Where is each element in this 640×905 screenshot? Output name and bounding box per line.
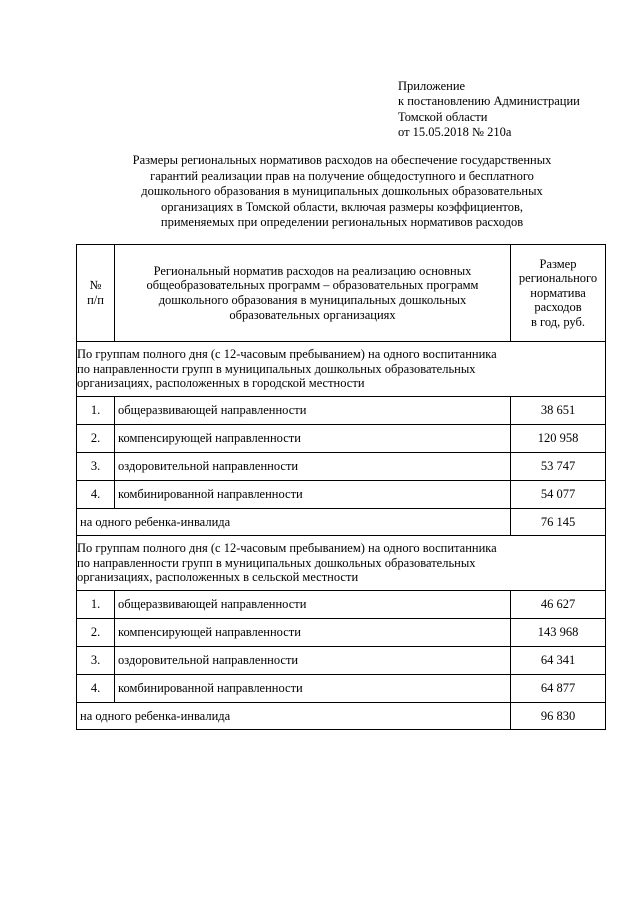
row-value: 64 877 — [511, 675, 606, 703]
table-row — [77, 647, 606, 675]
row-num: 1. — [77, 591, 115, 619]
table-row — [77, 481, 606, 509]
appendix-line: к постановлению Администрации — [398, 94, 580, 109]
row-name: комбинированной направленности — [115, 481, 511, 509]
appendix-block — [398, 79, 634, 141]
title-line: Размеры региональных нормативов расходов на обеспечение государственных — [132, 153, 552, 167]
row-num: 4. — [77, 675, 115, 703]
header-size — [511, 245, 606, 342]
title-line: организациях в Томской области, включая размеры коэффициентов, — [161, 199, 523, 214]
row-num: 3. — [77, 647, 115, 675]
row-name: общеразвивающей направленности — [115, 397, 511, 425]
header-name-line: Региональный норматив расходов на реализацию основных — [153, 263, 472, 278]
table-row — [77, 425, 606, 453]
table-row — [77, 619, 606, 647]
total-row — [77, 509, 606, 536]
row-name: оздоровительной направленности — [115, 647, 511, 675]
total-row — [77, 703, 606, 730]
header-name-line: образовательных организациях — [229, 307, 396, 322]
header-num — [77, 245, 115, 342]
section-heading-line: По группам полного дня (с 12-часовым пребыванием) на одного воспитанника — [77, 541, 497, 556]
header-name — [115, 245, 511, 342]
header-size-line: регионального — [518, 271, 598, 286]
row-value: 53 747 — [511, 453, 606, 481]
row-value: 64 341 — [511, 647, 606, 675]
section-heading-row — [77, 342, 606, 397]
total-label: на одного ребенка-инвалида — [77, 703, 511, 730]
row-num: 2. — [77, 619, 115, 647]
row-name: компенсирующей направленности — [115, 425, 511, 453]
row-value: 120 958 — [511, 425, 606, 453]
title-line: применяемых при определении региональных нормативов расходов — [160, 215, 524, 230]
header-name-line: дошкольного образования в муниципальных дошкольных — [158, 293, 467, 307]
row-name: компенсирующей направленности — [115, 619, 511, 647]
norms-table — [76, 244, 606, 730]
row-value: 46 627 — [511, 591, 606, 619]
section-heading — [77, 536, 606, 591]
header-size-line: расходов — [534, 300, 582, 315]
document-title — [86, 153, 598, 231]
row-name: комбинированной направленности — [115, 675, 511, 703]
appendix-line: Томской области — [398, 109, 488, 124]
section-heading-line: организациях, расположенных в городской местности — [77, 376, 365, 391]
header-size-line: норматива — [530, 285, 586, 300]
row-num: 1. — [77, 397, 115, 425]
table-row — [77, 453, 606, 481]
row-name: оздоровительной направленности — [115, 453, 511, 481]
row-value: 143 968 — [511, 619, 606, 647]
row-num: 2. — [77, 425, 115, 453]
appendix-line: от 15.05.2018 № 210а — [398, 125, 512, 140]
section-heading-row — [77, 536, 606, 591]
row-name: общеразвивающей направленности — [115, 591, 511, 619]
header-name-line: общеобразовательных программ – образовательных программ — [146, 278, 479, 293]
section-heading-line: По группам полного дня (с 12-часовым пребыванием) на одного воспитанника — [77, 347, 497, 362]
total-value: 76 145 — [511, 509, 606, 536]
header-num-line: п/п — [87, 293, 104, 307]
total-label: на одного ребенка-инвалида — [77, 509, 511, 536]
table-row — [77, 397, 606, 425]
table-row — [77, 591, 606, 619]
row-num: 3. — [77, 453, 115, 481]
appendix-line: Приложение — [398, 79, 466, 93]
section-heading-line: организациях, расположенных в сельской местности — [77, 570, 359, 585]
section-heading-line: по направленности групп в муниципальных дошкольных образовательных — [77, 555, 476, 570]
header-num-line: № — [89, 278, 102, 293]
section-heading — [77, 342, 606, 397]
row-num: 4. — [77, 481, 115, 509]
section-heading-line: по направленности групп в муниципальных дошкольных образовательных — [77, 361, 476, 376]
header-size-line: в год, руб. — [531, 314, 585, 329]
table-row — [77, 675, 606, 703]
row-value: 38 651 — [511, 397, 606, 425]
table-header-row — [77, 245, 606, 342]
title-line: дошкольного образования в муниципальных дошкольных образовательных — [141, 184, 543, 199]
total-value: 96 830 — [511, 703, 606, 730]
header-size-line: Размер — [539, 256, 577, 271]
title-line: гарантий реализации прав на получение общедоступного и бесплатного — [150, 168, 534, 183]
row-value: 54 077 — [511, 481, 606, 509]
